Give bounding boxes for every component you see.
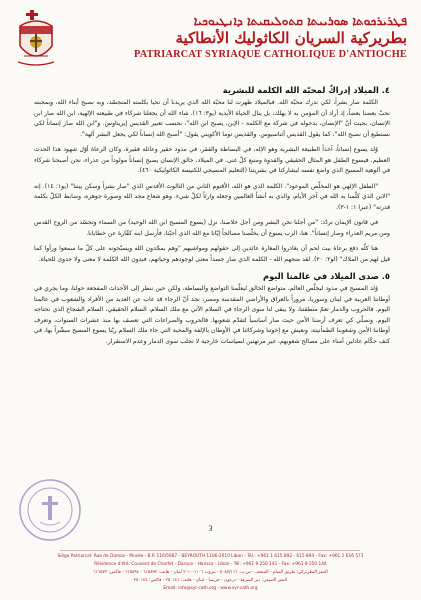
letterhead-syriac: ܦܛܪܝܪܟܘܬܐ ܣܘܪܝܝܬܐ ܩܬܘܠܝܩܝܬܐ ܕܐܢܛܝܘܟܝܐ — [193, 14, 407, 28]
section-heading: ٥. صدى الميلاد في عالمنا اليوم — [263, 271, 390, 281]
footer-address-line: المقر الصيفي: دير الشرفة - درعون - حريصا - لبنان - هاتف: ٢٥٠١٤١ - فاكس: ٢٥٠١٤٤ — [133, 578, 288, 583]
paragraph: في قانون الإيمان نردّد: "من أجلنا نحن البشر ومن أجل خلاصنا، نزل (يسوع المسيح ابن الله الوحيد) من السماء وتجسّد من الروح القدس ومن مريم العذراء وصار إنساناً". هنا، الرب يسوع أن يخلّصنا مصالحاً إيّانا مع الله الذي أحبّنا، فأرسل ابنه كفّارة عن خطايانا. — [34, 219, 390, 237]
letterhead-arabic: بطريركية السريان الكاثوليك الأنطاكية — [175, 29, 407, 47]
letter-body — [34, 84, 390, 350]
paragraph: وُلد المسيح في مذود ليخلّص العالم، متواضع الخالق ليعلّمنا التواضع والبساطة، ولكن حين ننظر إلى الأحداث المفجعة حولنا، وما يجري في أوطاننا العربية في لبنان وسوريا، مروراً بالعراق والأراضي المقدسة ومصر، نجد أنّ الرجاء قد غاب عن العديد من الأفراد والشعوب في عالمنا اليوم. فالحروب والدمار تعمّ منطقتنا، ولا يبقى لنا سوى الرجاء في السلام الآتي مع ملك السلام، السلام الحقيقي، السلام الشجاع الذي نحتاجه اليوم. ونصلّي كي تعرف أرضنا الأمن حيث صار أساسياً لتقدّم شعوبها. فالحروب والصراعات التي تعصف بها منذ عشرات السنوات، وتعرف أوطاننا الأمن وشعوبنا الطمأنينة، ونعيش مع إخوتنا وشركائنا في الأوطان بالإلفة والمحبة التي جاء ملك السلام ربّنا يسوع المسيح مبشّراً بها، في كنف حكّام عادلين أمناء على مصالح شعوبهم، غير مرتهنين لسياسات خارجية لا تجلب سوى الدمار وعدم الاستقرار. — [34, 285, 390, 345]
footer-address-line: المقر البطريركي: طريق الشام - المتحف - ص.ب. ٥٠٨٧/١١٦ - بيروت ١١٠٦-٢٠١٠ لبنان - هاتف: ٦١٥٨٩٢ - ٦١٥٨٩٤ - فاكس: ٦١٦٥٧٣ — [93, 570, 328, 575]
page-number: 3 — [208, 524, 213, 533]
letterhead — [67, 14, 407, 61]
section-heading: ٤. الميلاد إدراكٌ لمحبّة الله الكلمة للبشرية — [222, 85, 390, 95]
paragraph: "الطفل الإلهي هو المخلّص الموعود". الكلمة الذي هو الله، الأقنوم الثاني من الثالوث الأقدس الذي "صار بشراً وسكن بيننا" (يو١: ١٤). إنه "الابن الذي كلّمنا به الله في آخر الأيام، والذي به أنشأ العالمين وجعله وارثاً لكلّ شيء. وهو شعاع مجد الله وصورة جوهره، وضابط الكلّ بكلمة قدرته" (عبرا ١: ١-٣). — [34, 182, 390, 211]
letterhead-french: PATRIARCAT SYRIAQUE CATHOLIQUE D'ANTIOCHE — [134, 49, 407, 60]
patriarchate-crest-logo — [16, 10, 56, 68]
letterhead-footer — [14, 553, 407, 593]
footer-address-line: Résidence d'été: Couvent de Charfet - Daroun - Harissa - Liban - Tél: +961 9 250 141 - Fax: +961 9 250 144 — [94, 562, 327, 567]
paragraph: الكلمة صار بشراً، لكي ندرك محبّة الله. فبالميلاد ظهرت لنا محبّة الله الذي يريدنا أن نحيا بكلمته المتجسّد، وبه نصبح أبناء الله، وبمحبته نحبّ بعضنا بعضاً، إذ أراد أن المؤمن به لا يهلك، بل ينال الحياة الأبدية (يو٣: ١٦). شاء الله أن يجعلنا شركاء في طبيعته الإلهية، ابن الله صار ابن الإنسان، بحيث أنّ "الإنسان، بدخوله في شركة مع الكلمة - الإبن، يصبح ابن الله"، بحسب تعبير القديس إيريناوس. و"ابن الله صار إنساناً لكي نستطيع أن نصبح الله"، كما يقول القديس أثناسيوس. والقديس توما الأكويني يقول: "أصبح الله إنساناً لكي يجعل البشر آلهة". — [34, 99, 390, 138]
paragraph: وُلد يسوع إنساناً، آخذاً الطبيعة البشرية وهو الإله، في البساطة والفقر، في مذود حقير وعائلة فقيرة، وكان الرعاة أوّل شهود هذا الحدث العظيم. فيسوع الطفل هو المثال الحقيقي والقدوة ومنبع كلّ غنى. في الميلاد، خالق الإنسان يصبح إنساناً مولوداً من عذراء، نحن أصبحنا شركاء في ألوهية المسيح الذي واضع نفسه ليشاركنا في بشريتنا (التعليم المسيحي للكنيسة الكاثوليكية ٤٦٠). — [34, 146, 390, 174]
footer-divider — [60, 550, 360, 551]
footer-address-line: Siège Patriarcal: Rue de Damas - Musée - B.P. 116/5087 - BEYROUTH 1106-2010 Liban - Tél.: +961 1 615 892 - 615 894 - Fax: +961 1 616 573 — [57, 554, 364, 559]
footer-email: Email: info@syr-cath.org - www.syr-cath.org — [163, 586, 258, 591]
paragraph: هنا كلّه دفع برعاة بيت لحم أن يغادروا المغارة عائدين إلى حقولهم ومواشيهم "وهم يمجّدون الله ويسبّحونه على كلّ ما سمعوا ورأوا كما قيل لهم من الملاك" (لو٢: ٢٠). لقد منحهم الله - الكلمة الذي صار جسداً معنى لوجودهم وحياتهم، فبدون الله الكلمة لا معنى ولا جدوى للحياة. — [34, 245, 390, 263]
